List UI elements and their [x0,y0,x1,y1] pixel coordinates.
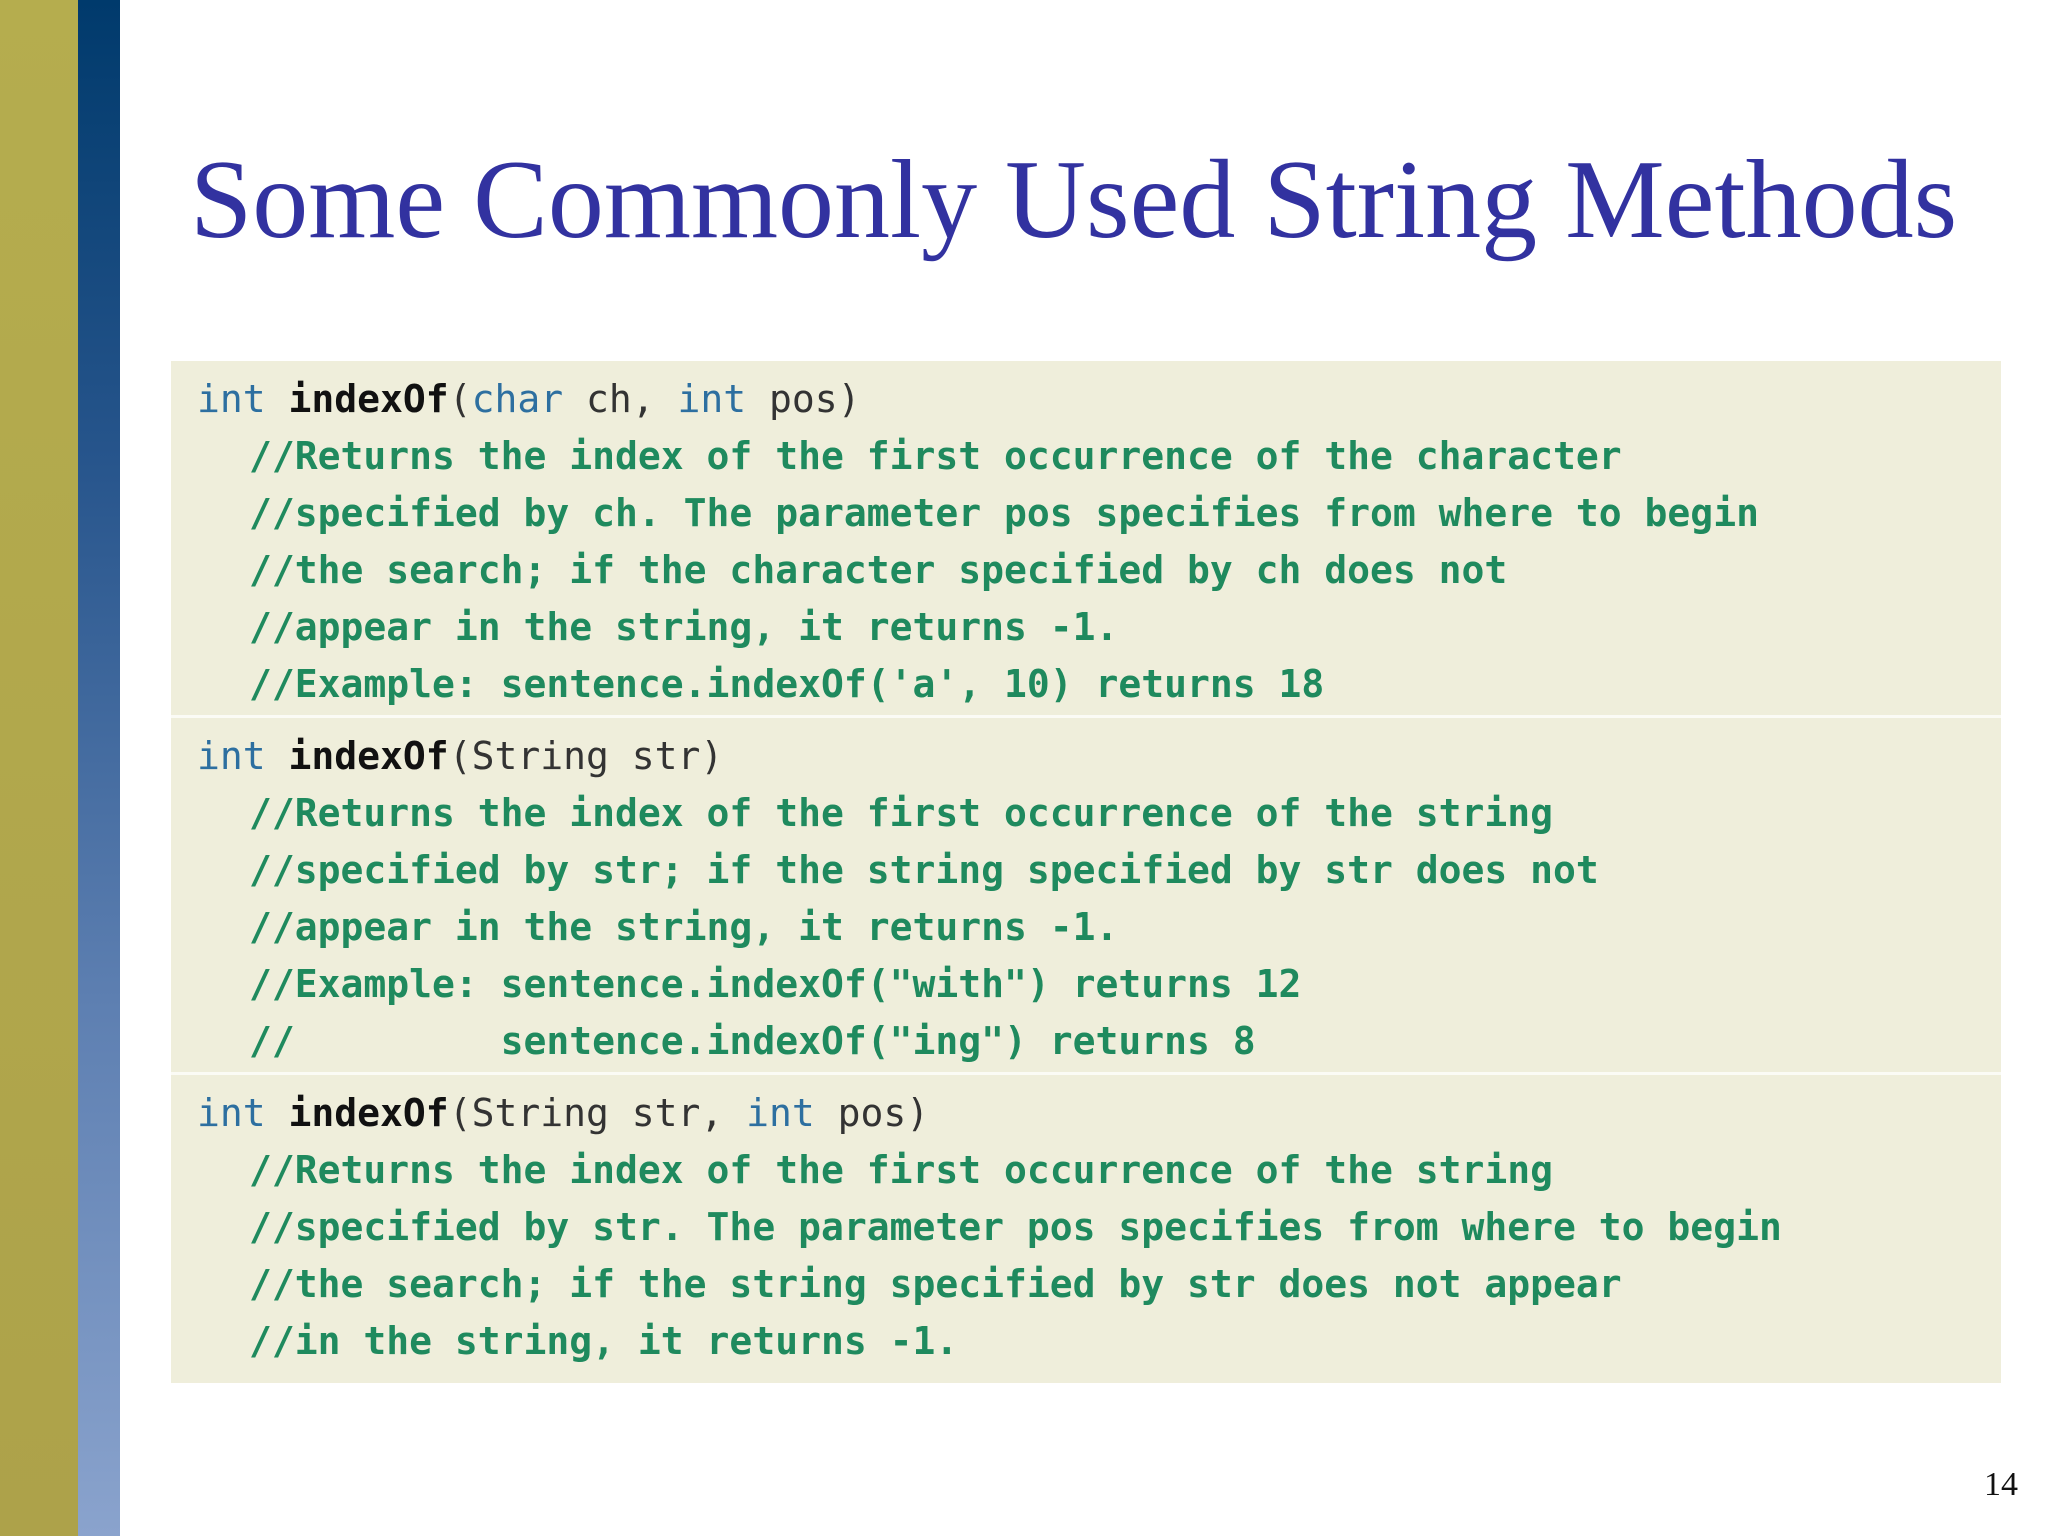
method-name: indexOf [288,377,449,421]
comment-line: //specified by ch. The parameter pos specifies from where to begin [249,491,1759,535]
left-blue-gradient-stripe [78,0,120,1536]
param-name: String str [471,734,701,778]
paren-open: ( [448,1091,472,1135]
paren-close: ) [700,734,724,778]
method-block-indexof-char-pos [171,361,2001,715]
type-keyword: int [197,377,266,421]
param-name: pos [746,377,838,421]
comment-line: //in the string, it returns -1. [249,1319,959,1363]
comment-line: //appear in the string, it returns -1. [249,905,1119,949]
method-block-indexof-string [171,718,2001,1072]
comment-line: //specified by str. The parameter pos specifies from where to begin [249,1205,1782,1249]
comment-line: //Returns the index of the first occurrence of the string [249,1148,1554,1192]
comment-line: //the search; if the character specified by ch does not [249,548,1508,592]
paren-open: ( [448,734,472,778]
method-signature [197,1085,929,1142]
comment-line: //the search; if the string specified by str does not appear [249,1262,1622,1306]
method-name: indexOf [288,1091,449,1135]
param-type-keyword: int [746,1091,815,1135]
type-keyword: int [197,1091,266,1135]
slide-title: Some Commonly Used String Methods [190,138,1958,262]
code-panel [171,361,2001,1383]
comment-line: //specified by str; if the string specified by str does not [249,848,1599,892]
comment-line: //appear in the string, it returns -1. [249,605,1119,649]
method-block-indexof-string-pos [171,1075,2001,1383]
comment-line: //Example: sentence.indexOf("with") returns 12 [249,962,1302,1006]
param-type-keyword: char [471,377,564,421]
comment-line: // sentence.indexOf("ing") returns 8 [249,1019,1256,1063]
paren-close: ) [906,1091,930,1135]
page-number: 14 [1984,1466,2018,1503]
method-signature [197,371,861,428]
paren-close: ) [837,377,861,421]
param-name: pos [814,1091,907,1135]
left-olive-stripe [0,0,78,1536]
paren-open: ( [448,377,472,421]
param-type-keyword: int [677,377,747,421]
type-keyword: int [197,734,266,778]
method-signature [197,728,723,785]
comment-line: //Example: sentence.indexOf('a', 10) returns 18 [249,662,1325,706]
method-name: indexOf [288,734,449,778]
comment-line: //Returns the index of the first occurrence of the character [249,434,1622,478]
comment-line: //Returns the index of the first occurrence of the string [249,791,1554,835]
param-name: ch, [563,377,678,421]
param-name: String str, [471,1091,747,1135]
